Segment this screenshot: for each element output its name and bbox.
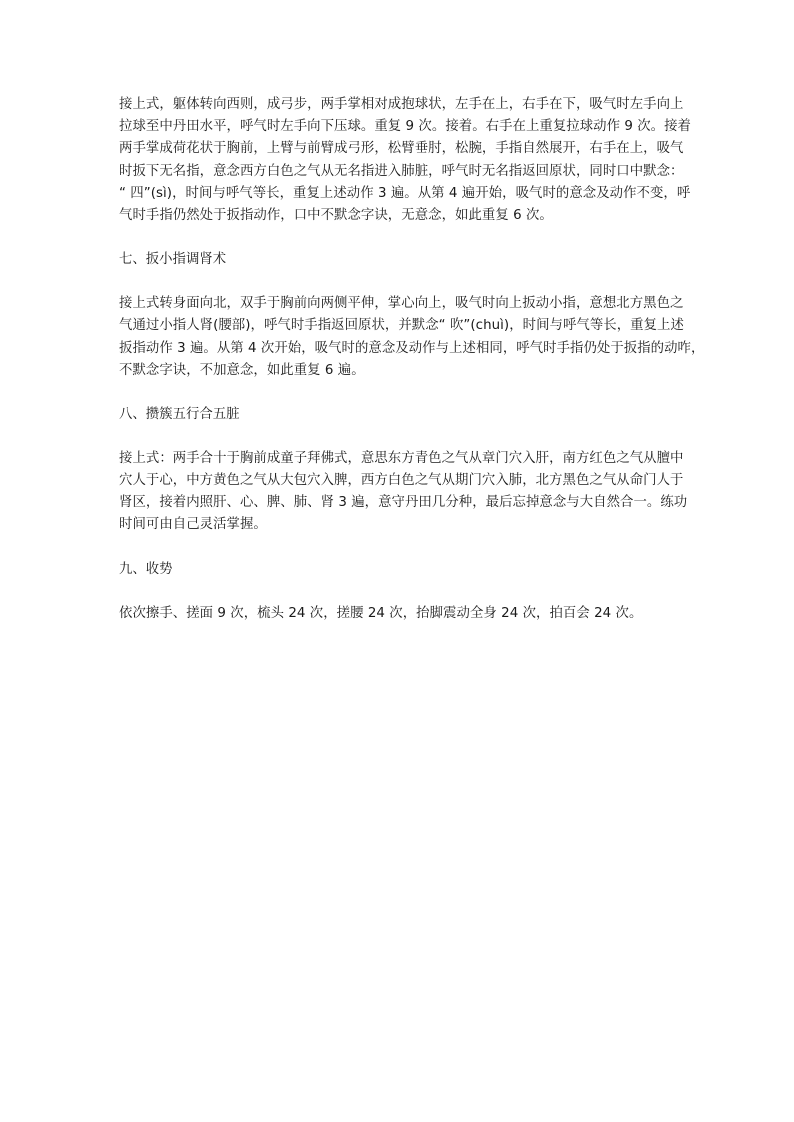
paragraph-nine (119, 603, 679, 625)
text-line: 气时手指仍然处于扳指动作，口中不默念字诀，无意念，如此重复 6 次。 (119, 207, 553, 223)
text-line: 不默念字诀，不加意念，如此重复 6 遍。 (119, 362, 365, 378)
section-heading-seven: 七、扳小指调肾术 (119, 252, 227, 268)
document-page (119, 94, 705, 625)
text-line: 时间可由自己灵活掌握。 (119, 517, 267, 533)
paragraph-seven (119, 293, 705, 382)
text-line: 接上式转身面向北，双手于胸前向两侧平伸，掌心向上，吸气时向上扳动小指，意想北方黑色之 (119, 296, 684, 312)
paragraph-six-continued (119, 94, 691, 227)
text-line: 接上式，躯体转向西则，成弓步，两手掌相对成抱球状，左手在上，右手在下，吸气时左手向上 (119, 97, 684, 112)
text-line: 肾区，接着内照肝、心、脾、肺、肾 3 遍，意守丹田几分种，最后忘掉意念与大自然合一。练功 (119, 495, 688, 511)
text-line: 扳指动作 3 遍。从第 4 次开始，吸气时的意念及动作与上述相同，呼气时手指仍处于扳指的动咋， (119, 340, 705, 356)
text-line: “ 四”(sì)，时间与呼气等长，重复上述动作 3 遍。从第 4 遍开始，吸气时的意念及动作不变，呼 (119, 185, 691, 201)
text-line: 两手掌成荷花状于胸前，上臂与前臂成弓形，松臂垂肘，松腕，手指自然展开，右手在上，吸气 (119, 141, 684, 157)
section-heading-nine: 九、收势 (119, 561, 173, 577)
text-line: 依次擦手、搓面 9 次，梳头 24 次，搓腰 24 次，抬脚震动全身 24 次，拍百会 24 次。 (119, 605, 643, 621)
text-line: 时扳下无名指，意念西方白色之气从无名指进入肺脏，呼气时无名指返回原状，同时口中默念： (119, 163, 684, 179)
paragraph-eight (119, 448, 688, 537)
text-line: 气通过小指人肾(腰部)，呼气时手指返回原状，并默念“ 吹”(chuì)，时间与呼气等长，重复上述 (119, 318, 684, 334)
text-line: 拉球至中丹田水平，呼气时左手向下压球。重复 9 次。接着。右手在上重复拉球动作 9 次。接着 (119, 119, 691, 135)
text-line: 穴人于心，中方黄色之气从大包穴入脾，西方白色之气从期门穴入肺，北方黑色之气从命门人于 (119, 473, 684, 489)
text-line: 接上式：两手合十于胸前成童子拜佛式，意思东方青色之气从章门穴入肝，南方红色之气从膻中 (119, 450, 684, 466)
section-heading-eight: 八、攒簇五行合五脏 (119, 406, 240, 422)
